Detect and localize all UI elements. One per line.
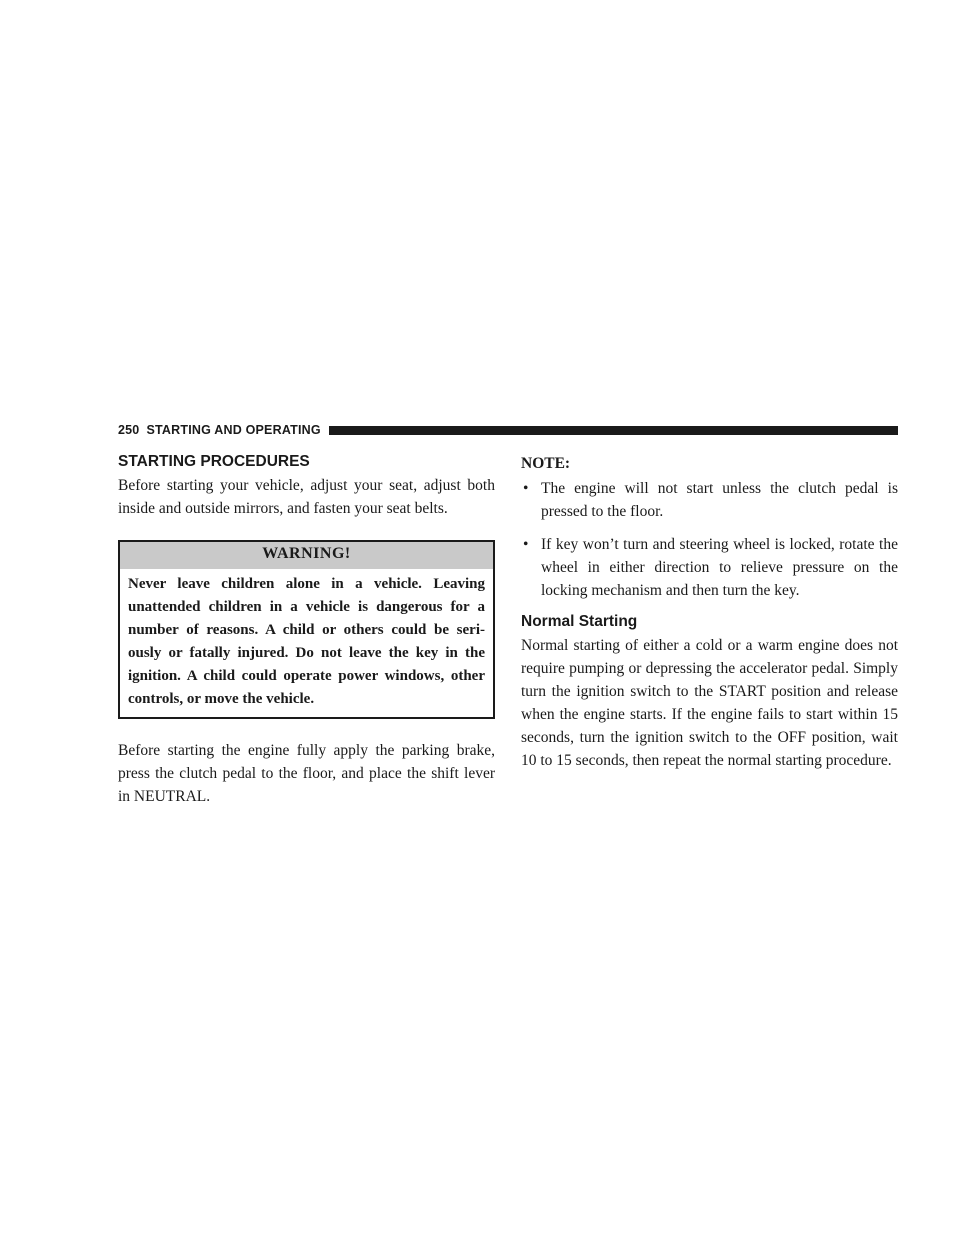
header-rule [329,426,898,435]
page-header [118,422,898,438]
bullet-icon: • [523,480,529,497]
list-item [521,477,898,523]
bullet-icon: • [523,536,529,553]
warning-title: WARNING! [120,542,493,569]
bullet-text: If key won’t turn and steering wheel is locked, rotate the wheel in either direction to relieve pressure on the locking mechanism and then turn the key. [541,536,898,599]
before-starting-paragraph: Before starting the engine fully apply the parking brake, press the clutch pedal to the floor, and place the shift lever in NEUTRAL. [118,742,495,805]
page-header-text [118,423,321,437]
section-heading-normal-starting: Normal Starting [521,613,638,630]
left-column [118,452,495,808]
normal-starting-paragraph: Normal starting of either a cold or a warm engine does not require pumping or depressing the accelerator pedal. Simply turn the ignition switch to the START position and release when the engine starts. If the engine fails to start within 15 seconds, turn the ignition switch to the OFF position, wait 10 to 15 seconds, then repeat the normal starting procedure. [521,637,898,769]
section-heading-starting-procedures: STARTING PROCEDURES [118,453,310,470]
note-label: NOTE: [521,455,571,472]
page-number: 250 [118,423,140,437]
note-bullets [521,477,898,602]
bullet-text: The engine will not start unless the clutch pedal is pressed to the floor. [541,480,898,520]
intro-paragraph: Before starting your vehicle, adjust your seat, adjust both inside and outside mirrors, and fasten your seat belts. [118,477,495,517]
warning-box [118,540,495,719]
section-title: STARTING AND OPERATING [146,423,321,437]
right-column [521,452,898,772]
warning-text: Never leave children alone in a vehicle. Leaving unattended children in a vehicle is dangerous for a number of reasons. A child or others could be seri- ously or fatally injured. Do not leave the key in the ignition. A child could operate power windows, other controls, or move the vehicle. [128,576,485,707]
list-item [521,533,898,602]
